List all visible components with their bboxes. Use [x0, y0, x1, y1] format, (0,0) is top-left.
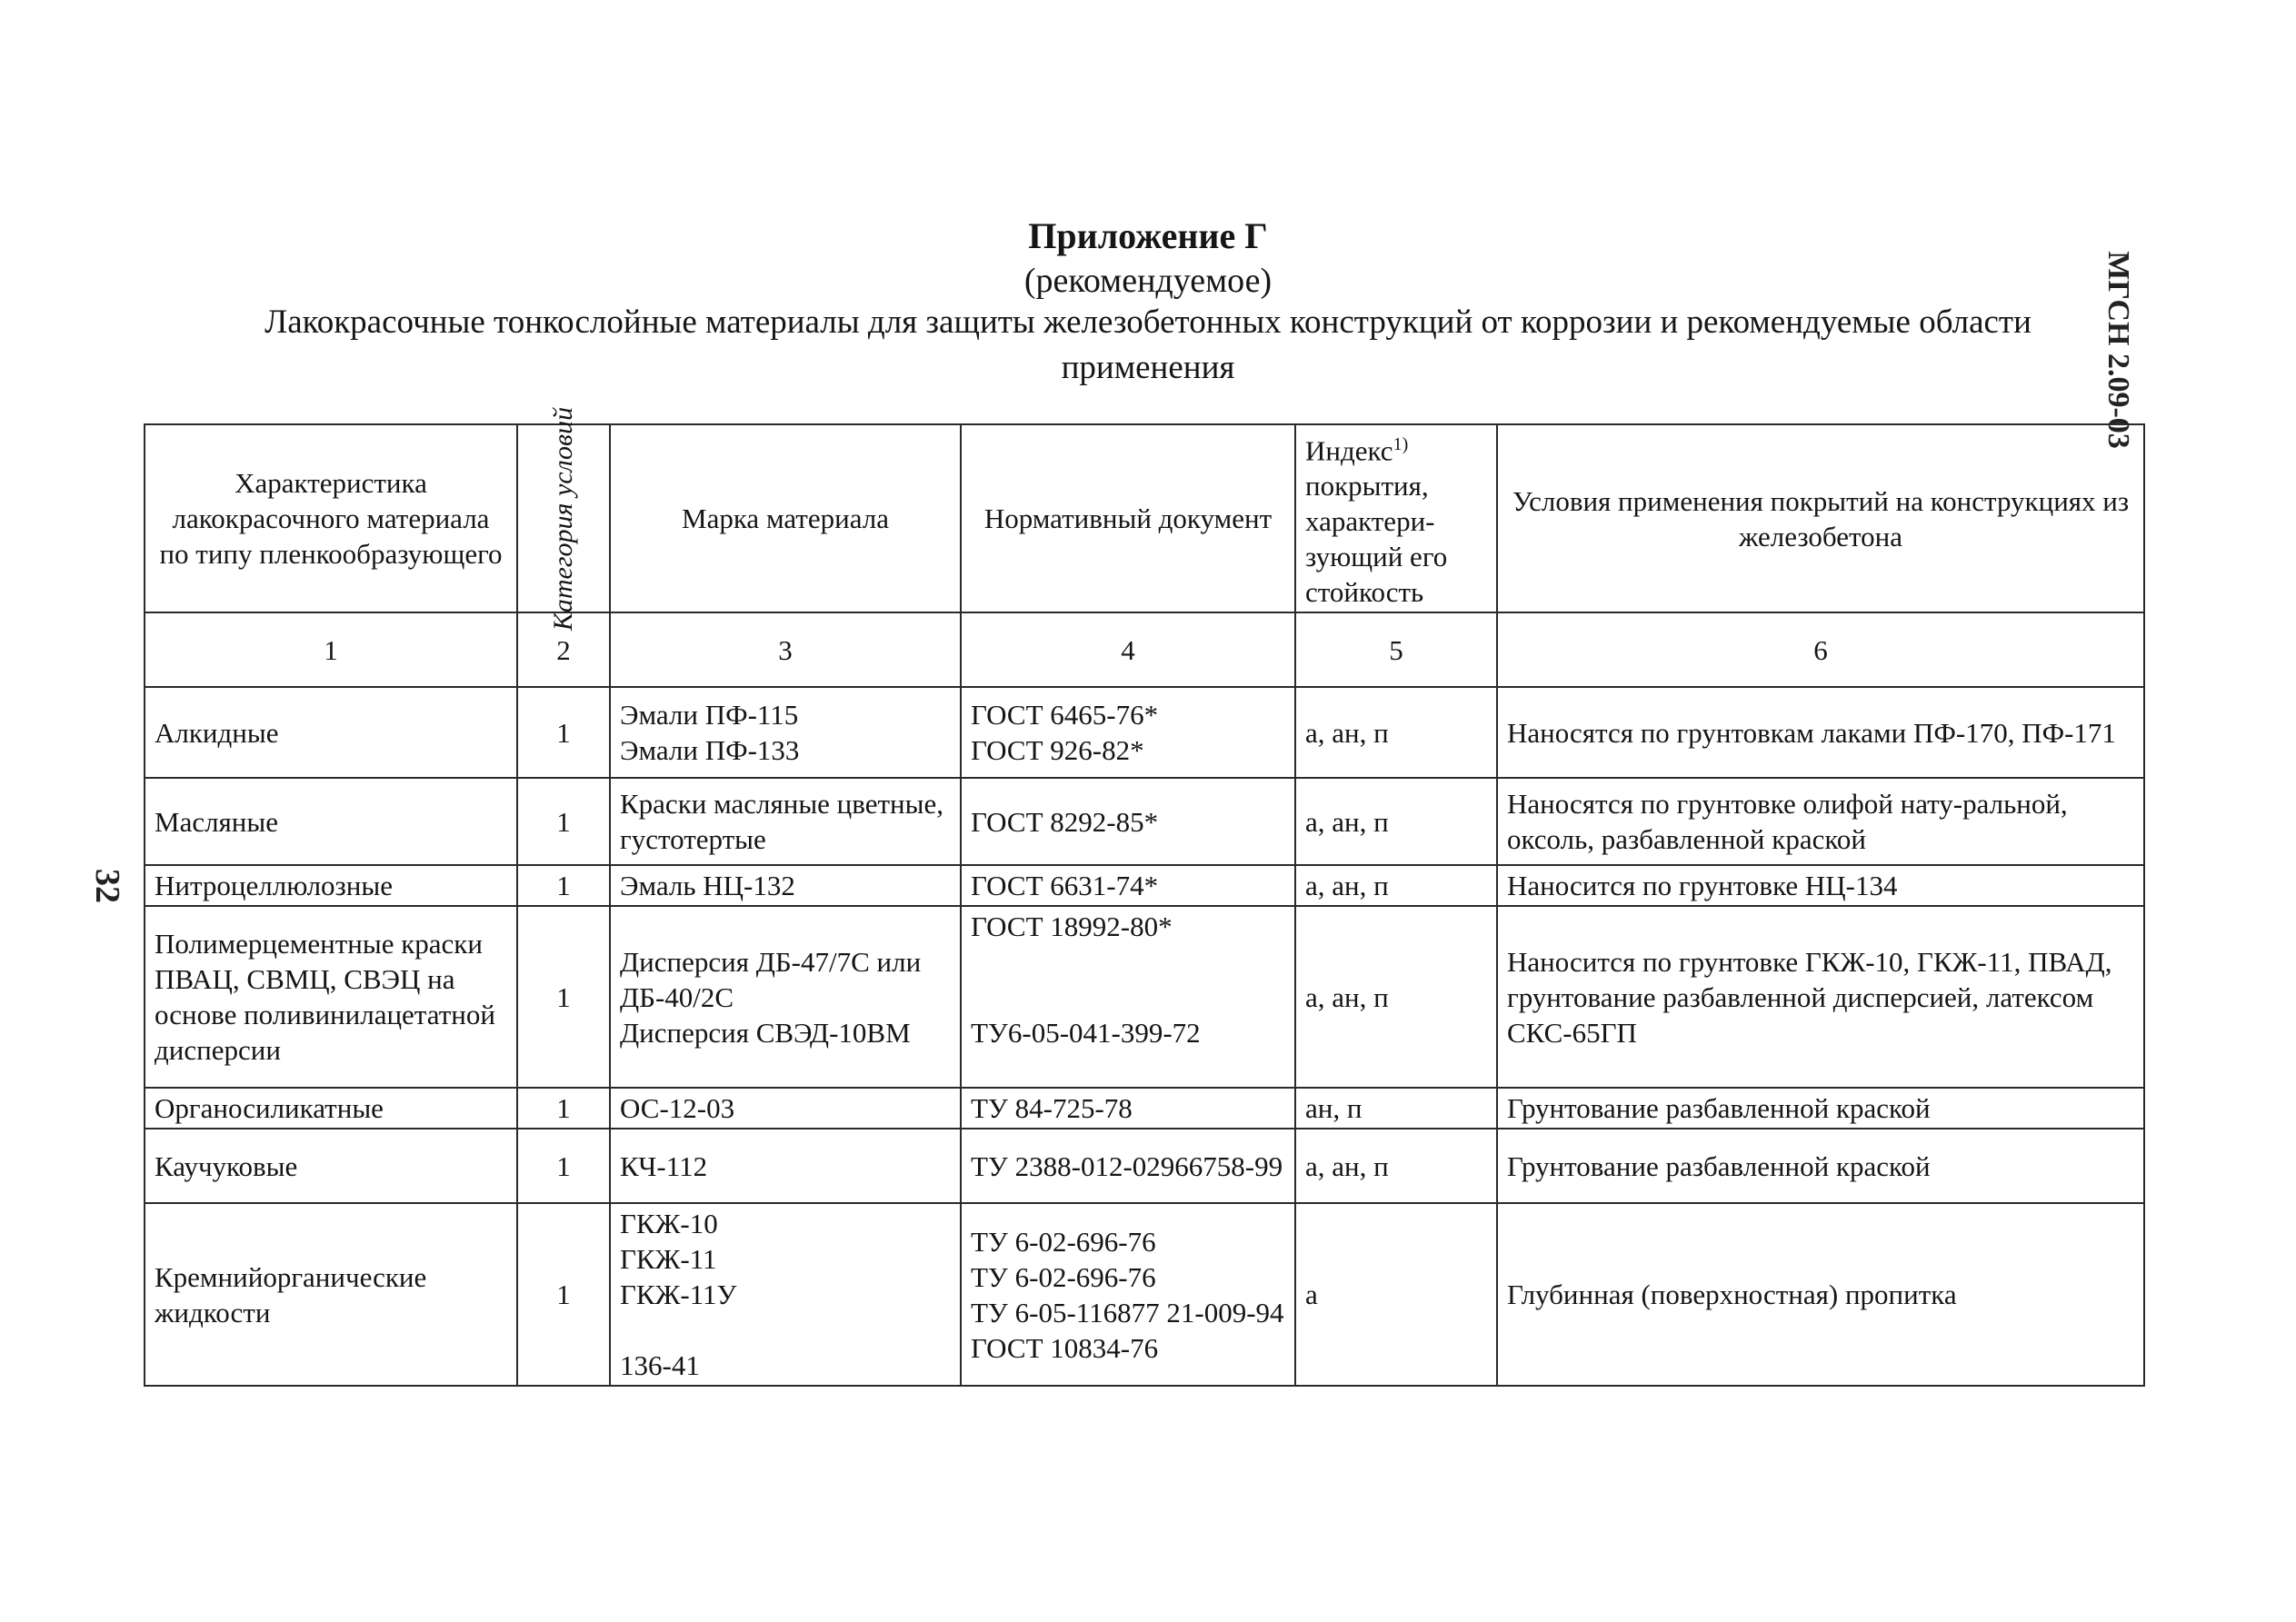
- row-index: а, ан, п: [1295, 906, 1497, 1088]
- row-normative-doc: [961, 1088, 1295, 1129]
- row-brand: [610, 865, 961, 906]
- row-brand: [610, 778, 961, 865]
- table-row: [145, 906, 2144, 1088]
- row-brand: [610, 906, 961, 1088]
- row-material-type: Полимерцементные краски ПВАЦ, СВМЦ, СВЭЦ на основе поливинилацетатной дисперсии: [145, 906, 517, 1088]
- row-material-type: Кремнийорганические жидкости: [145, 1203, 517, 1386]
- row-category: 1: [517, 1088, 610, 1129]
- header-normative-doc: Нормативный документ: [961, 424, 1295, 612]
- row-conditions: Наносится по грунтовке ГКЖ-10, ГКЖ-11, ПВАД, грунтование разбавленной дисперсией, латексом СКС-65ГП: [1497, 906, 2144, 1088]
- column-number: 4: [961, 612, 1295, 687]
- header-conditions: Условия применения покрытий на конструкциях из железобетона: [1497, 424, 2144, 612]
- table-row: [145, 865, 2144, 906]
- table-row: [145, 1129, 2144, 1203]
- column-number: 3: [610, 612, 961, 687]
- doc-line: ГОСТ 926-82*: [971, 734, 1144, 767]
- brand-line: Дисперсия ДБ-47/7С или ДБ-40/2С: [620, 945, 922, 1013]
- row-brand: [610, 1129, 961, 1203]
- row-category: 1: [517, 865, 610, 906]
- row-index: а, ан, п: [1295, 687, 1497, 778]
- row-normative-doc: [961, 1129, 1295, 1203]
- doc-line: ГОСТ 6631-74*: [971, 870, 1159, 902]
- header-category-text: Категория условий: [548, 406, 578, 631]
- header-category: [517, 406, 610, 631]
- header-index: [1295, 424, 1497, 612]
- column-number: 2: [517, 612, 610, 687]
- row-normative-doc: [961, 687, 1295, 778]
- row-brand: [610, 1203, 961, 1386]
- row-material-type: Каучуковые: [145, 1129, 517, 1203]
- row-conditions: Грунтование разбавленной краской: [1497, 1129, 2144, 1203]
- doc-line: ГОСТ 8292-85*: [971, 805, 1159, 838]
- row-index: а: [1295, 1203, 1497, 1386]
- table-row: [145, 687, 2144, 778]
- table-row: [145, 778, 2144, 865]
- row-material-type: Нитроцеллюлозные: [145, 865, 517, 906]
- appendix-description: Лакокрасочные тонкослойные материалы для защиты железобетонных конструкций от коррозии и рекомендуемые области применения: [265, 304, 2031, 386]
- row-category: 1: [517, 778, 610, 865]
- materials-table: [144, 406, 2145, 1387]
- doc-line: ГОСТ 6465-76*: [971, 699, 1159, 731]
- row-material-type: Алкидные: [145, 687, 517, 778]
- row-index: а, ан, п: [1295, 1129, 1497, 1203]
- appendix-subtitle: (рекомендуемое): [1023, 262, 1273, 300]
- brand-line: ОС-12-03: [620, 1092, 735, 1125]
- brand-line: ГКЖ-10: [620, 1208, 718, 1240]
- column-number: 5: [1295, 612, 1497, 687]
- row-conditions: Наносятся по грунтовке олифой нату-ральной, оксоль, разбавленной краской: [1497, 778, 2144, 865]
- doc-line: ТУ 2388-012-02966758-99: [971, 1149, 1283, 1182]
- row-material-type: Масляные: [145, 778, 517, 865]
- row-brand: [610, 1088, 961, 1129]
- doc-line: ТУ 6-05-116877 21-009-94: [971, 1296, 1284, 1328]
- brand-line: ГКЖ-11: [620, 1243, 717, 1276]
- doc-line: ТУ 6-02-696-76: [971, 1225, 1156, 1258]
- doc-line: ТУ6-05-041-399-72: [971, 1017, 1201, 1050]
- brand-line: Дисперсия СВЭД-10ВМ: [620, 1016, 911, 1049]
- brand-line: Краски масляные цветные, густотертые: [620, 788, 943, 856]
- row-conditions: Глубинная (поверхностная) пропитка: [1497, 1203, 2144, 1386]
- brand-line: КЧ-112: [620, 1149, 708, 1182]
- appendix-title: Приложение Г: [1028, 215, 1268, 256]
- doc-line: ГОСТ 18992-80*: [971, 911, 1173, 943]
- doc-line: ГОСТ 10834-76: [971, 1331, 1159, 1364]
- row-brand: [610, 687, 961, 778]
- row-normative-doc: [961, 865, 1295, 906]
- header-index-footnote: 1): [1393, 434, 1409, 454]
- row-category: 1: [517, 687, 610, 778]
- column-number: 1: [145, 612, 517, 687]
- column-number: 6: [1497, 612, 2144, 687]
- document-code: МГСН 2.09-03: [2101, 251, 2135, 449]
- row-category: 1: [517, 906, 610, 1088]
- row-conditions: Наносятся по грунтовкам лаками ПФ-170, ПФ-171: [1497, 687, 2144, 778]
- header-index-label: Индекс: [1305, 434, 1393, 467]
- table-row: [145, 1088, 2144, 1129]
- row-index: а, ан, п: [1295, 778, 1497, 865]
- brand-line: Эмали ПФ-115: [620, 699, 799, 731]
- header-material-type: Характеристика лакокрасочного материала по типу пленкообразующего: [145, 424, 517, 612]
- brand-line: Эмаль НЦ-132: [620, 870, 795, 902]
- brand-line: Эмали ПФ-133: [620, 734, 800, 767]
- row-normative-doc: [961, 1203, 1295, 1386]
- row-normative-doc: [961, 778, 1295, 865]
- row-index: а, ан, п: [1295, 865, 1497, 906]
- doc-line: ТУ 6-02-696-76: [971, 1260, 1156, 1293]
- table-header-row: [145, 424, 2144, 612]
- page-number: 32: [88, 869, 126, 903]
- brand-line: ГКЖ-11У: [620, 1279, 737, 1311]
- header-brand: Марка материала: [610, 424, 961, 612]
- row-material-type: Органосиликатные: [145, 1088, 517, 1129]
- column-number-row: [145, 612, 2144, 687]
- row-normative-doc: [961, 906, 1295, 1088]
- doc-line: ТУ 84-725-78: [971, 1092, 1133, 1125]
- table-row: [145, 1203, 2144, 1386]
- row-conditions: Наносится по грунтовке НЦ-134: [1497, 865, 2144, 906]
- header-index-rest: покрытия, характери-зующий его стойкость: [1305, 470, 1448, 609]
- row-index: ан, п: [1295, 1088, 1497, 1129]
- brand-line: 136-41: [620, 1349, 700, 1382]
- row-category: 1: [517, 1129, 610, 1203]
- row-category: 1: [517, 1203, 610, 1386]
- row-conditions: Грунтование разбавленной краской: [1497, 1088, 2144, 1129]
